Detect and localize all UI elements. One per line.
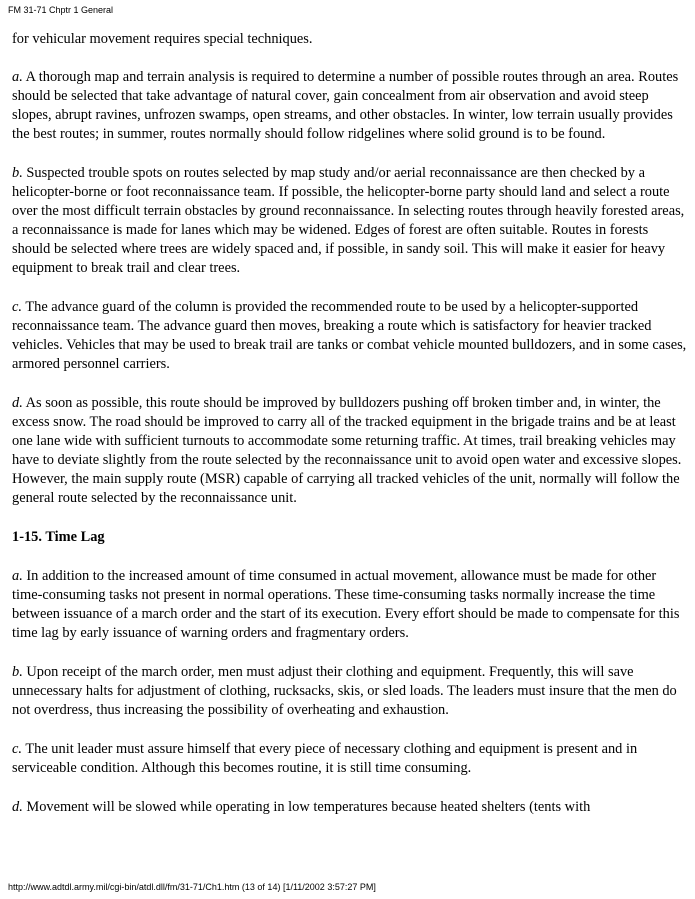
lead-paragraph: for vehicular movement requires special techniques. xyxy=(12,31,313,47)
paragraph-marker: c. xyxy=(12,299,22,315)
paragraph-1-14-c xyxy=(12,298,688,374)
paragraph-1-15-d xyxy=(12,798,688,817)
paragraph-text: Movement will be slowed while operating in low temperatures because heated shelters (tents with xyxy=(22,799,591,815)
section-heading: 1-15. Time Lag xyxy=(12,529,105,545)
paragraph-1-15-c xyxy=(12,740,688,778)
paragraph-marker: d. xyxy=(12,395,23,411)
paragraph-marker: b. xyxy=(12,165,23,181)
paragraph-text: Upon receipt of the march order, men must adjust their clothing and equipment. Frequently, this will save unnecessary halts for adjustment of clothing, rucksacks, skis, or sled loads. The leaders must insure that the men do not overdress, thus increasing the possibility of overheating and exhaustion. xyxy=(12,664,677,718)
paragraph-1-14-b xyxy=(12,164,688,278)
paragraph-text: Suspected trouble spots on routes selected by map study and/or aerial reconnaissance are then checked by a helicopter-borne or foot reconnaissance team. If possible, the helicopter-borne party should land and select a route over the most difficult terrain obstacles by ground reconnaissance. In selecting routes through heavily forested areas, a reconnaissance is made for lanes which may be widened. Edges of forest are often suitable. Routes in forests should be selected where trees are widely spaced and, if possible, in sandy soil. This will make it easier for heavy equipment to break trail and clear trees. xyxy=(12,165,685,276)
paragraph-marker: a. xyxy=(12,69,23,85)
paragraph-1-15-a xyxy=(12,567,688,643)
paragraph-text: In addition to the increased amount of time consumed in actual movement, allowance must be made for other time-consuming tasks not present in normal operations. These time-consuming tasks normally increase the time between issuance of a march order and the start of its execution. Every effort should be made to compensate for this time lag by early issuance of warning orders and fragmentary orders. xyxy=(12,568,680,641)
paragraph-1-14-a xyxy=(12,68,688,144)
paragraph-1-15-b xyxy=(12,663,688,720)
document-body xyxy=(12,30,688,837)
page-footer-url: http://www.adtdl.army.mil/cgi-bin/atdl.dll/fm/31-71/Ch1.htm (13 of 14) [1/11/2002 3:57:27 PM] xyxy=(8,882,376,892)
paragraph-1-14-d xyxy=(12,394,688,508)
paragraph-marker: c. xyxy=(12,741,22,757)
paragraph-marker: a. xyxy=(12,568,23,584)
paragraph-marker: b. xyxy=(12,664,23,680)
paragraph-text: The unit leader must assure himself that every piece of necessary clothing and equipment is present and in serviceable condition. Although this becomes routine, it is still time consuming. xyxy=(12,741,638,776)
page-header: FM 31-71 Chptr 1 General xyxy=(8,5,114,15)
paragraph-text: The advance guard of the column is provided the recommended route to be used by a helicopter-supported reconnaissance team. The advance guard then moves, breaking a route which is satisfactory for heavier tracked vehicles. Vehicles that may be used to break trail are tanks or combat vehicle mounted bulldozers, and in some cases, armored personnel carriers. xyxy=(12,299,687,372)
paragraph-text: A thorough map and terrain analysis is required to determine a number of possible routes through an area. Routes should be selected that take advantage of natural cover, gain concealment from air observation and avoid steep slopes, abrupt ravines, unfrozen swamps, open streams, and other obstacles. In winter, low terrain usually provides the best routes; in summer, routes normally should follow ridgelines where solid ground is to be found. xyxy=(12,69,679,142)
paragraph-text: As soon as possible, this route should be improved by bulldozers pushing off broken timber and, in winter, the excess snow. The road should be improved to carry all of the tracked equipment in the brigade trains and be at least one lane wide with sufficient turnouts to accommodate some returning traffic. At times, trail breaking vehicles may have to deviate slightly from the route selected by the reconnaissance unit to avoid open water and excessive slopes. However, the main supply route (MSR) capable of carrying all tracked vehicles of the unit, normally will follow the general route selected by the reconnaissance unit. xyxy=(12,395,682,506)
paragraph-marker: d. xyxy=(12,799,23,815)
